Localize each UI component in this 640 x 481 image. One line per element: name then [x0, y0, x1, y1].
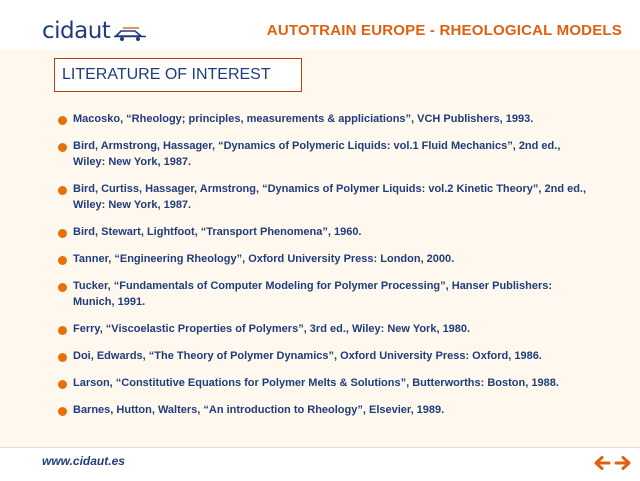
- reference-item: [58, 402, 624, 418]
- bullet-icon: [58, 407, 67, 416]
- section-title: LITERATURE OF INTEREST: [62, 66, 271, 83]
- reference-line: Bird, Stewart, Lightfoot, “Transport Phenomena”, 1960.: [73, 226, 362, 238]
- reference-item: [58, 111, 624, 127]
- slide-footer: [0, 447, 640, 481]
- reference-item: [58, 321, 624, 337]
- reference-line: Larson, “Constitutive Equations for Polymer Melts & Solutions”, Butterworths: Boston, 1988.: [73, 377, 559, 389]
- reference-item: [58, 138, 624, 170]
- car-logo-icon: [113, 24, 147, 42]
- bullet-icon: [58, 380, 67, 389]
- bullet-icon: [58, 229, 67, 238]
- reference-item: [58, 375, 624, 391]
- reference-item: [58, 251, 624, 267]
- bullet-icon: [58, 256, 67, 265]
- cidaut-logo: [42, 18, 147, 44]
- reference-line: Tanner, “Engineering Rheology”, Oxford University Press: London, 2000.: [73, 253, 455, 265]
- reference-line: Wiley: New York, 1987.: [73, 199, 192, 211]
- reference-list: [58, 111, 624, 429]
- reference-line: Munich, 1991.: [73, 296, 146, 308]
- reference-line: Barnes, Hutton, Walters, “An introduction to Rheology”, Elsevier, 1989.: [73, 404, 445, 416]
- bullet-icon: [58, 283, 67, 292]
- arrow-left-icon[interactable]: [593, 455, 611, 471]
- footer-url[interactable]: www.cidaut.es: [42, 454, 125, 468]
- reference-line: Tucker, “Fundamentals of Computer Modeling for Polymer Processing”, Hanser Publishers:: [73, 280, 553, 292]
- bullet-icon: [58, 353, 67, 362]
- reference-line: Bird, Armstrong, Hassager, “Dynamics of Polymeric Liquids: vol.1 Fluid Mechanics”, 2nd ed.,: [73, 140, 561, 152]
- bullet-icon: [58, 116, 67, 125]
- reference-line: Wiley: New York, 1987.: [73, 156, 192, 168]
- slide-header: [0, 0, 640, 50]
- presentation-title: AUTOTRAIN EUROPE - RHEOLOGICAL MODELS: [266, 22, 622, 39]
- reference-item: [58, 224, 624, 240]
- reference-item: [58, 348, 624, 364]
- bullet-icon: [58, 326, 67, 335]
- bullet-icon: [58, 186, 67, 195]
- logo-text: cidaut: [42, 18, 111, 44]
- arrow-right-icon[interactable]: [614, 455, 632, 471]
- section-title-box: [54, 58, 302, 92]
- reference-item: [58, 278, 624, 310]
- bullet-icon: [58, 143, 67, 152]
- reference-line: Ferry, “Viscoelastic Properties of Polymers”, 3rd ed., Wiley: New York, 1980.: [73, 323, 471, 335]
- reference-line: Doi, Edwards, “The Theory of Polymer Dynamics”, Oxford University Press: Oxford, 1986.: [73, 350, 542, 362]
- reference-line: Macosko, “Rheology; principles, measurements & appliciations”, VCH Publishers, 1993.: [73, 113, 534, 125]
- reference-item: [58, 181, 624, 213]
- reference-line: Bird, Curtiss, Hassager, Armstrong, “Dynamics of Polymer Liquids: vol.2 Kinetic Theory”, 2nd ed.,: [73, 183, 587, 195]
